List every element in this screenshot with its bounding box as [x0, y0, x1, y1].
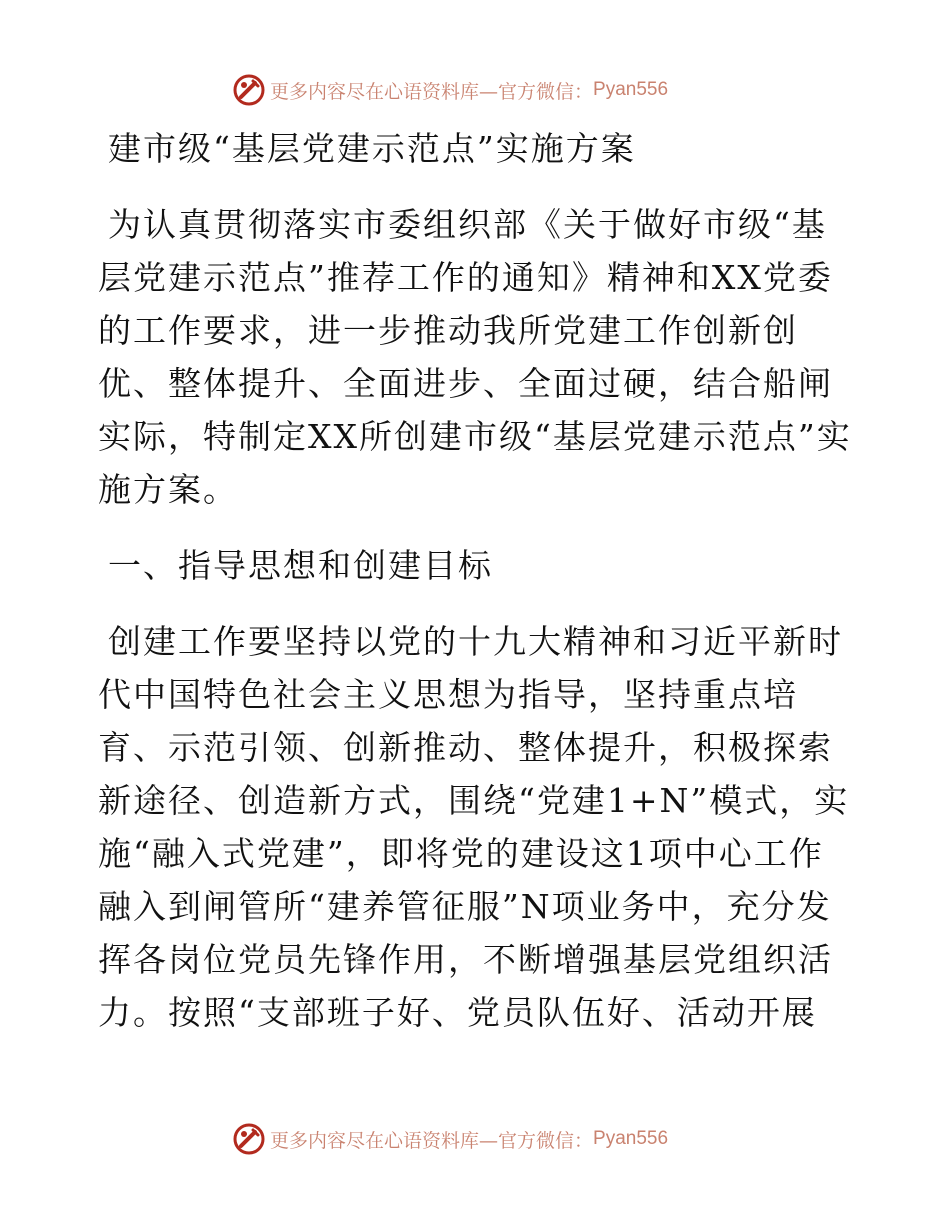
logo-icon: [232, 73, 266, 107]
watermark-banner-top: [232, 72, 668, 108]
watermark-text: 更多内容尽在心语资料库—官方微信：: [270, 1129, 594, 1152]
watermark-wechat-id: Pyan556: [593, 79, 669, 100]
watermark-text: 更多内容尽在心语资料库—官方微信：: [270, 80, 594, 103]
watermark-wechat-id: Pyan556: [593, 1128, 669, 1149]
logo-icon: [232, 1122, 266, 1156]
section-heading: 一、指导思想和创建目标: [108, 546, 493, 585]
document-body: [98, 122, 858, 1062]
paragraph-guiding-thought: 创建工作要坚持以党的十九大精神和习近平新时代中国特色社会主义思想为指导，坚持重点培育、示范引领、创新推动、整体提升，积极探索新途径、创造新方式，围绕“党建1+N”模式，实施“融入式党建”，即将党的建设这1项中心工作融入到闸管所“建养管征服”N项业务中，充分发挥各岗位党员先锋作用，不断增强基层党组织活力。按照“支部班子好、党员队伍好、活动开展: [98, 622, 850, 1032]
paragraph-intro: 为认真贯彻落实市委组织部《关于做好市级“基层党建示范点”推荐工作的通知》精神和XX党委的工作要求，进一步推动我所党建工作创新创优、整体提升、全面进步、全面过硬，结合船闸实际，特制定XX所创建市级“基层党建示范点”实施方案。: [98, 205, 852, 509]
document-title: 建市级“基层党建示范点”实施方案: [108, 129, 636, 168]
watermark-banner-bottom: [232, 1121, 668, 1157]
